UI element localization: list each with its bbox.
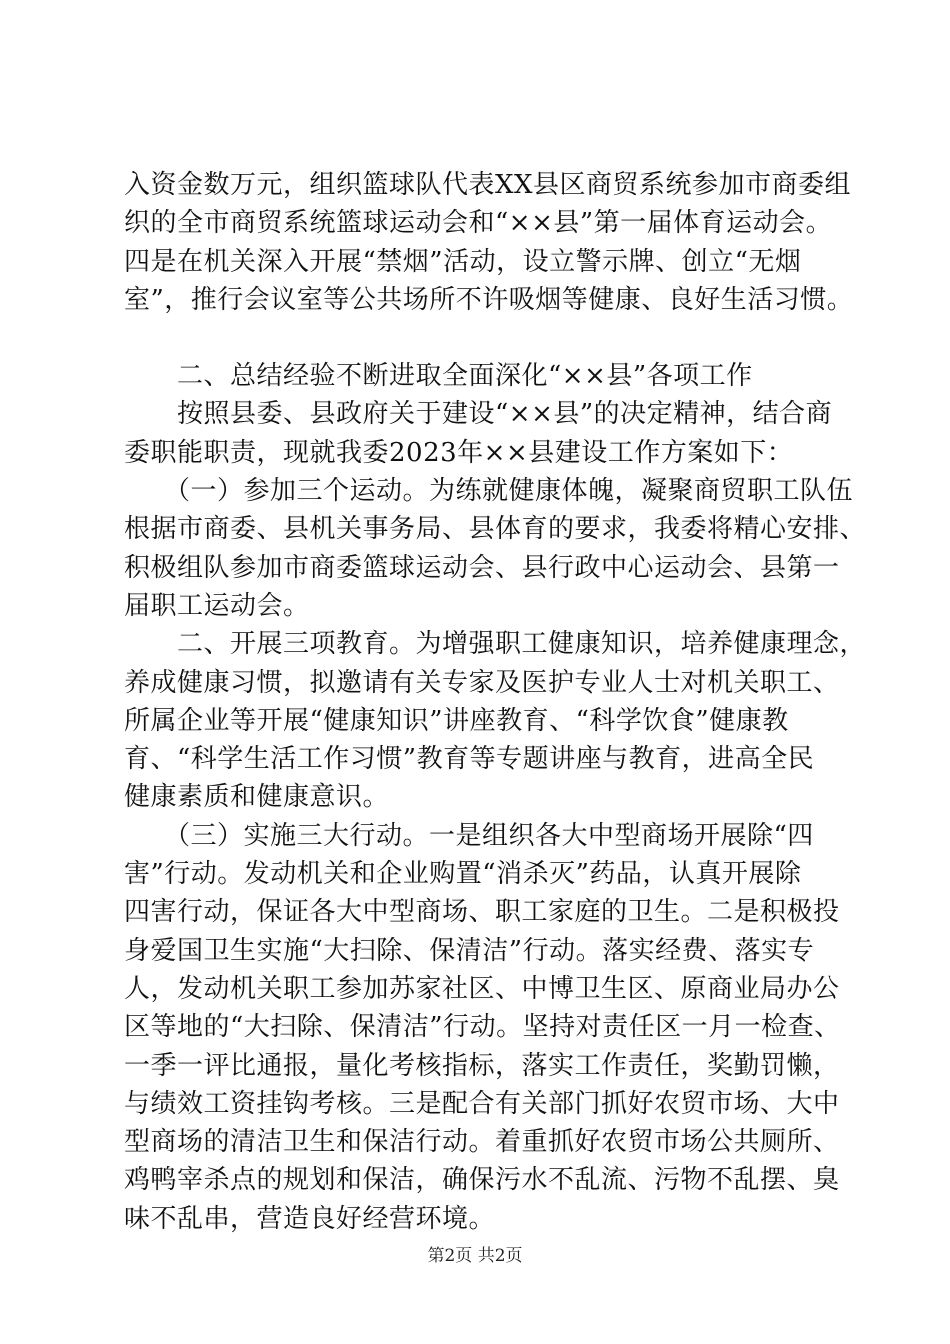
text-line: 人，发动机关职工参加苏家社区、中博卫生区、原商业局办公	[124, 973, 840, 1004]
item-one-paragraph	[124, 472, 867, 625]
text-line: （三）实施三大行动。一是组织各大中型商场开展除“四	[124, 820, 814, 851]
text-line: 届职工运动会。	[124, 590, 310, 621]
text-line: 与绩效工资挂钩考核。三是配合有关部门抓好农贸市场、大中	[124, 1088, 840, 1119]
text-line: 二、开展三项教育。为增强职工健康知识，培养健康理念，	[124, 629, 867, 660]
text-line: 根据市商委、县机关事务局、县体育的要求，我委将精心安排、	[124, 514, 867, 545]
item-two-paragraph	[124, 625, 867, 816]
text-line: 室”，推行会议室等公共场所不许吸烟等健康、良好生活习惯。	[124, 284, 854, 315]
text-line: 养成健康习惯，拟邀请有关专家及医护专业人士对机关职工、	[124, 667, 840, 698]
top-paragraph	[124, 166, 854, 319]
text-line: 一季一评比通报，量化考核指标，落实工作责任，奖勤罚懒，	[124, 1050, 840, 1081]
text-line: （一）参加三个运动。为练就健康体魄，凝聚商贸职工队伍	[124, 476, 854, 507]
text-line: 委职能职责，现就我委2023年××县建设工作方案如下：	[124, 437, 794, 468]
text-line: 织的全市商贸系统篮球运动会和“××县”第一届体育运动会。	[124, 208, 833, 239]
text-line: 按照县委、县政府关于建设“××县”的决定精神，结合商	[124, 399, 833, 430]
text-line: 区等地的“大扫除、保清洁”行动。坚持对责任区一月一检查、	[124, 1012, 841, 1043]
text-line: 害”行动。发动机关和企业购置“消杀灭”药品，认真开展除	[124, 859, 802, 890]
text-line: 四害行动，保证各大中型商场、职工家庭的卫生。二是积极投	[124, 897, 840, 928]
text-line: 育、“科学生活工作习惯”教育等专题讲座与教育，进高全民	[124, 744, 815, 775]
intro-paragraph	[124, 395, 840, 472]
text-line: 味不乱串，营造良好经营环境。	[124, 1203, 496, 1234]
text-line: 鸡鸭宰杀点的规划和保洁，确保污水不乱流、污物不乱摆、臭	[124, 1165, 840, 1196]
item-three-paragraph	[124, 817, 840, 1238]
paragraph-gap	[124, 319, 840, 357]
text-line: 身爱国卫生实施“大扫除、保清洁”行动。落实经费、落实专	[124, 935, 815, 966]
text-line: 健康素质和健康意识。	[124, 782, 390, 813]
text-line: 型商场的清洁卫生和保洁行动。着重抓好农贸市场公共厕所、	[124, 1127, 840, 1158]
text-line: 积极组队参加市商委篮球运动会、县行政中心运动会、县第一	[124, 552, 840, 583]
text-line: 入资金数万元，组织篮球队代表XX县区商贸系统参加市商委组	[124, 170, 852, 200]
text-line: 所属企业等开展“健康知识”讲座教育、“科学饮食”健康教	[124, 705, 789, 736]
page-number-footer: 第2页 共2页	[427, 1246, 523, 1266]
text-line: 四是在机关深入开展“禁烟”活动，设立警示牌、创立“无烟	[124, 246, 802, 277]
page-body	[124, 166, 867, 1238]
section-heading: 二、总结经验不断进取全面深化“××县”各项工作	[124, 361, 753, 392]
